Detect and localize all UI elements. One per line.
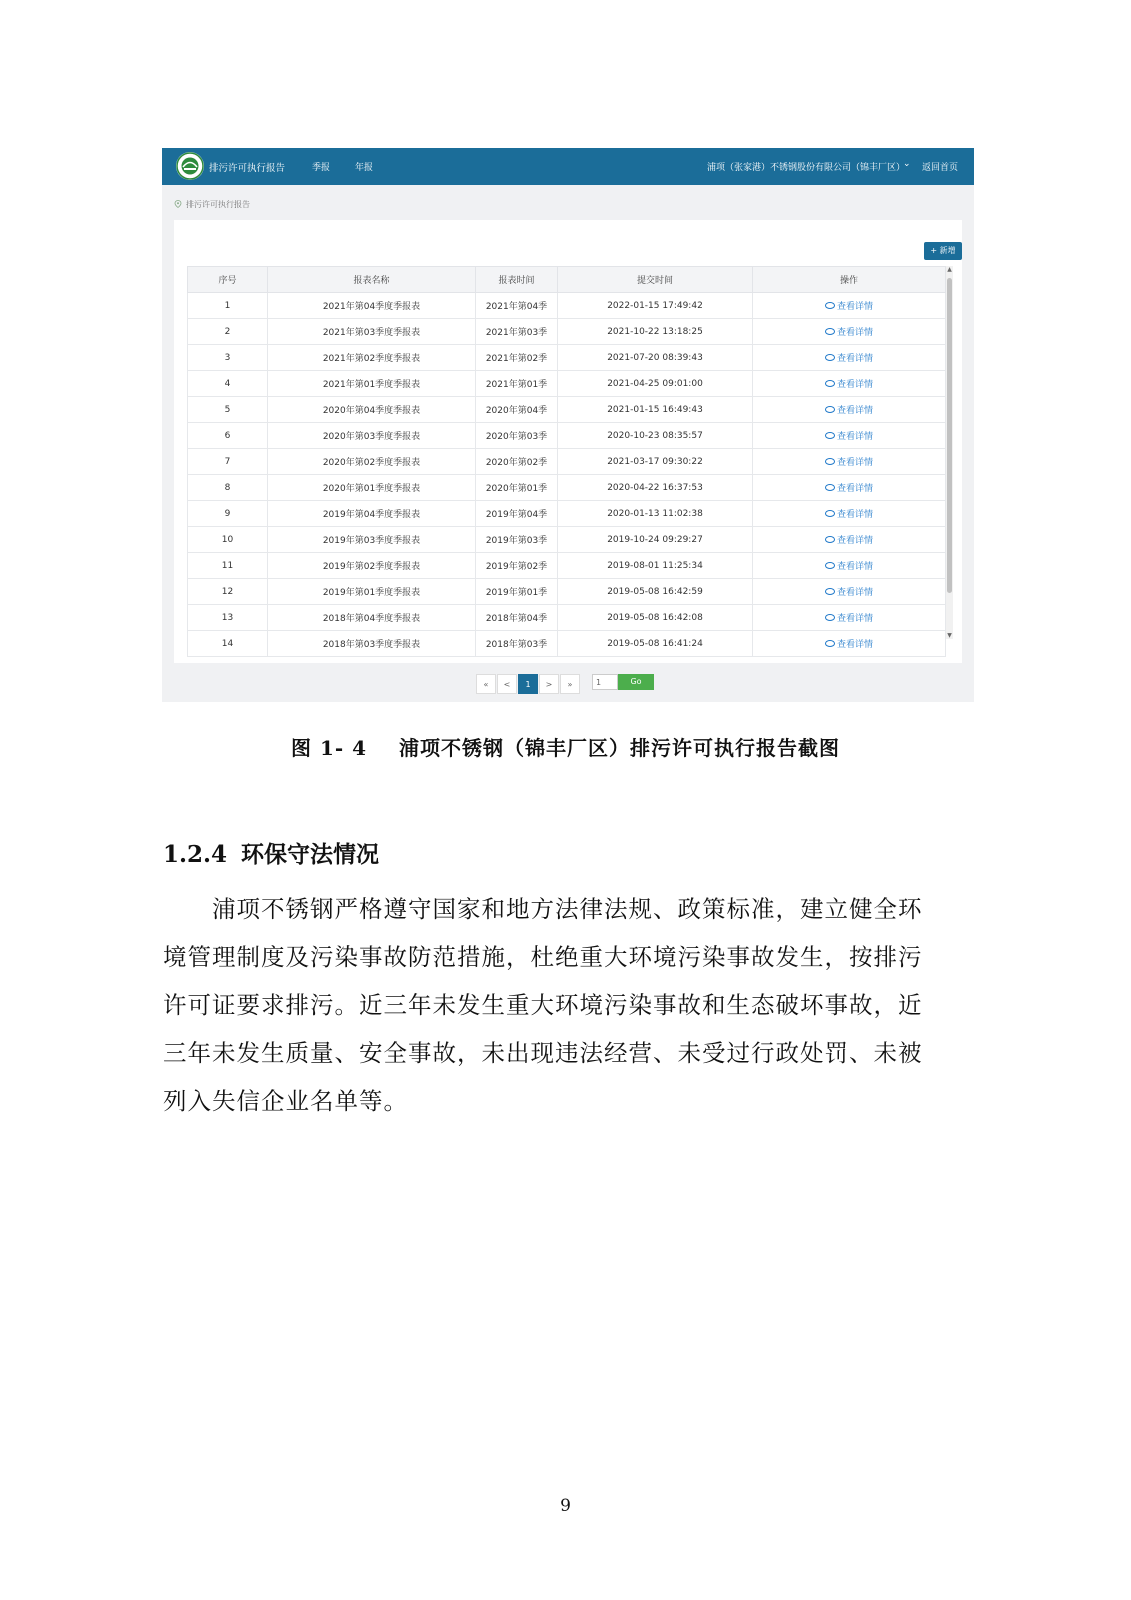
- table-row: [188, 501, 946, 527]
- scroll-up-arrow-icon[interactable]: ▲: [947, 266, 952, 273]
- cell-index: 1: [188, 293, 268, 319]
- page-1-button[interactable]: 1: [518, 674, 538, 694]
- cell-report-name: 2018年第03季度季报表: [268, 631, 476, 657]
- cell-report-period: 2020年第03季: [476, 423, 558, 449]
- view-details-label[interactable]: 查看详情: [836, 354, 873, 364]
- cell-report-name: 2020年第03季度季报表: [268, 423, 476, 449]
- table-scrollbar[interactable]: [946, 266, 953, 639]
- cell-report-name: 2019年第04季度季报表: [268, 501, 476, 527]
- table-row: [188, 631, 946, 657]
- view-details-label[interactable]: 查看详情: [836, 458, 873, 468]
- view-details-link[interactable]: [753, 397, 946, 423]
- eye-icon: [825, 380, 835, 387]
- table-row: [188, 293, 946, 319]
- cell-report-name: 2019年第01季度季报表: [268, 579, 476, 605]
- cell-report-name: 2020年第02季度季报表: [268, 449, 476, 475]
- cell-report-period: 2019年第01季: [476, 579, 558, 605]
- prev-page-button[interactable]: <: [497, 674, 517, 694]
- cell-index: 12: [188, 579, 268, 605]
- next-page-button[interactable]: >: [539, 674, 559, 694]
- cell-submit-time: 2021-01-15 16:49:43: [558, 397, 753, 423]
- cell-report-period: 2021年第02季: [476, 345, 558, 371]
- section-heading: [163, 836, 379, 869]
- view-details-label[interactable]: 查看详情: [836, 380, 873, 390]
- go-button[interactable]: Go: [618, 674, 654, 690]
- view-details-label[interactable]: 查看详情: [836, 302, 873, 312]
- view-details-link[interactable]: [753, 371, 946, 397]
- scroll-down-arrow-icon[interactable]: ▼: [947, 632, 952, 639]
- cell-report-name: 2020年第01季度季报表: [268, 475, 476, 501]
- view-details-link[interactable]: [753, 345, 946, 371]
- view-details-link[interactable]: [753, 605, 946, 631]
- table-row: [188, 449, 946, 475]
- chevron-down-icon[interactable]: ⌄: [903, 159, 911, 169]
- location-pin-icon: [174, 200, 182, 208]
- figure-caption: 图 1- 4 浦项不锈钢（锦丰厂区）排污许可执行报告截图: [291, 736, 840, 760]
- cell-submit-time: 2022-01-15 17:49:42: [558, 293, 753, 319]
- breadcrumb: [174, 199, 250, 210]
- cell-report-name: 2019年第02季度季报表: [268, 553, 476, 579]
- view-details-label[interactable]: 查看详情: [836, 432, 873, 442]
- eye-icon: [825, 458, 835, 465]
- app-title[interactable]: 排污许可执行报告: [209, 163, 286, 174]
- last-page-button[interactable]: »: [560, 674, 580, 694]
- screenshot-figure: [162, 148, 974, 702]
- cell-index: 7: [188, 449, 268, 475]
- table-row: [188, 527, 946, 553]
- view-details-label[interactable]: 查看详情: [836, 588, 873, 598]
- cell-report-period: 2020年第01季: [476, 475, 558, 501]
- cell-submit-time: 2019-05-08 16:42:59: [558, 579, 753, 605]
- view-details-link[interactable]: [753, 553, 946, 579]
- cell-index: 4: [188, 371, 268, 397]
- page-number-input[interactable]: 1: [592, 674, 618, 690]
- emblem-logo: [176, 152, 204, 180]
- cell-index: 2: [188, 319, 268, 345]
- eye-icon: [825, 536, 835, 543]
- cell-index: 13: [188, 605, 268, 631]
- cell-index: 14: [188, 631, 268, 657]
- cell-index: 9: [188, 501, 268, 527]
- col-header-index[interactable]: 序号: [188, 267, 268, 293]
- col-header-report-period[interactable]: 报表时间: [476, 267, 558, 293]
- table-row: [188, 475, 946, 501]
- cell-index: 3: [188, 345, 268, 371]
- cell-index: 10: [188, 527, 268, 553]
- paragraph-line: 三年未发生质量、安全事故，未出现违法经营、未受过行政处罚、未被: [163, 1039, 923, 1067]
- eye-icon: [825, 614, 835, 621]
- cell-report-name: 2019年第03季度季报表: [268, 527, 476, 553]
- company-selector[interactable]: 浦项（张家港）不锈钢股份有限公司（锦丰厂区）: [707, 163, 906, 173]
- paragraph-line: 列入失信企业名单等。: [163, 1087, 408, 1115]
- col-header-submit-time[interactable]: 提交时间: [558, 267, 753, 293]
- view-details-label[interactable]: 查看详情: [836, 484, 873, 494]
- view-details-link[interactable]: [753, 631, 946, 657]
- table-row: [188, 319, 946, 345]
- cell-submit-time: 2019-08-01 11:25:34: [558, 553, 753, 579]
- report-table-wrapper: [187, 266, 953, 650]
- section-title: 环保守法情况: [241, 841, 380, 868]
- cell-submit-time: 2020-10-23 08:35:57: [558, 423, 753, 449]
- eye-icon: [825, 406, 835, 413]
- paragraph-line: 许可证要求排污。近三年未发生重大环境污染事故和生态破坏事故，近: [163, 991, 923, 1019]
- cell-index: 11: [188, 553, 268, 579]
- paragraph-line: 境管理制度及污染事故防范措施，杜绝重大环境污染事故发生，按排污: [163, 943, 923, 971]
- table-row: [188, 397, 946, 423]
- cell-index: 6: [188, 423, 268, 449]
- cell-submit-time: 2021-07-20 08:39:43: [558, 345, 753, 371]
- cell-report-period: 2020年第04季: [476, 397, 558, 423]
- cell-report-period: 2019年第02季: [476, 553, 558, 579]
- cell-submit-time: 2021-03-17 09:30:22: [558, 449, 753, 475]
- view-details-link[interactable]: [753, 423, 946, 449]
- cell-submit-time: 2020-04-22 16:37:53: [558, 475, 753, 501]
- view-details-link[interactable]: [753, 319, 946, 345]
- eye-icon: [825, 588, 835, 595]
- view-details-label[interactable]: 查看详情: [836, 406, 873, 416]
- view-details-link[interactable]: [753, 579, 946, 605]
- cell-report-name: 2021年第04季度季报表: [268, 293, 476, 319]
- view-details-label[interactable]: 查看详情: [836, 536, 873, 546]
- cell-index: 8: [188, 475, 268, 501]
- view-details-link[interactable]: [753, 449, 946, 475]
- home-link[interactable]: 返回首页: [922, 163, 959, 173]
- view-details-link[interactable]: [753, 293, 946, 319]
- paragraph-line: 浦项不锈钢严格遵守国家和地方法律法规、政策标准，建立健全环: [163, 895, 923, 923]
- eye-icon: [825, 484, 835, 491]
- eye-icon: [825, 354, 835, 361]
- cell-submit-time: 2021-04-25 09:01:00: [558, 371, 753, 397]
- view-details-label[interactable]: 查看详情: [836, 562, 873, 572]
- cell-report-period: 2020年第02季: [476, 449, 558, 475]
- table-row: [188, 553, 946, 579]
- eye-icon: [825, 302, 835, 309]
- nav-quarterly[interactable]: 季报: [312, 163, 331, 173]
- view-details-label[interactable]: 查看详情: [836, 328, 873, 338]
- scrollbar-thumb[interactable]: [947, 278, 952, 593]
- cell-report-name: 2021年第03季度季报表: [268, 319, 476, 345]
- nav-annual[interactable]: 年报: [355, 163, 374, 173]
- view-details-link[interactable]: [753, 475, 946, 501]
- first-page-button[interactable]: «: [476, 674, 496, 694]
- eye-icon: [825, 328, 835, 335]
- eye-icon: [825, 640, 835, 647]
- eye-icon: [825, 562, 835, 569]
- add-button[interactable]: + 新增: [924, 242, 962, 260]
- page-number: 9: [560, 1496, 571, 1516]
- cell-report-period: 2021年第03季: [476, 319, 558, 345]
- cell-report-name: 2021年第01季度季报表: [268, 371, 476, 397]
- table-row: [188, 605, 946, 631]
- table-row: [188, 423, 946, 449]
- cell-submit-time: 2020-01-13 11:02:38: [558, 501, 753, 527]
- col-header-action: 操作: [753, 267, 946, 293]
- view-details-label[interactable]: 查看详情: [836, 614, 873, 624]
- cell-report-period: 2021年第01季: [476, 371, 558, 397]
- cell-report-name: 2021年第02季度季报表: [268, 345, 476, 371]
- cell-report-period: 2018年第04季: [476, 605, 558, 631]
- table-row: [188, 579, 946, 605]
- breadcrumb-label[interactable]: 排污许可执行报告: [186, 200, 250, 209]
- view-details-link[interactable]: [753, 527, 946, 553]
- view-details-link[interactable]: [753, 501, 946, 527]
- cell-report-name: 2018年第04季度季报表: [268, 605, 476, 631]
- cell-report-period: 2021年第04季: [476, 293, 558, 319]
- cell-submit-time: 2019-05-08 16:41:24: [558, 631, 753, 657]
- table-header-row: [188, 267, 946, 293]
- eye-icon: [825, 510, 835, 517]
- cell-submit-time: 2019-10-24 09:29:27: [558, 527, 753, 553]
- table-row: [188, 345, 946, 371]
- col-header-report-name[interactable]: 报表名称: [268, 267, 476, 293]
- eye-icon: [825, 432, 835, 439]
- view-details-label[interactable]: 查看详情: [836, 640, 873, 650]
- cell-index: 5: [188, 397, 268, 423]
- top-navbar: [162, 148, 974, 185]
- cell-report-name: 2020年第04季度季报表: [268, 397, 476, 423]
- cell-report-period: 2019年第04季: [476, 501, 558, 527]
- cell-report-period: 2018年第03季: [476, 631, 558, 657]
- cell-report-period: 2019年第03季: [476, 527, 558, 553]
- cell-submit-time: 2021-10-22 13:18:25: [558, 319, 753, 345]
- table-row: [188, 371, 946, 397]
- cell-submit-time: 2019-05-08 16:42:08: [558, 605, 753, 631]
- section-number: 1.2.4: [163, 841, 228, 868]
- view-details-label[interactable]: 查看详情: [836, 510, 873, 520]
- report-table: [187, 266, 946, 657]
